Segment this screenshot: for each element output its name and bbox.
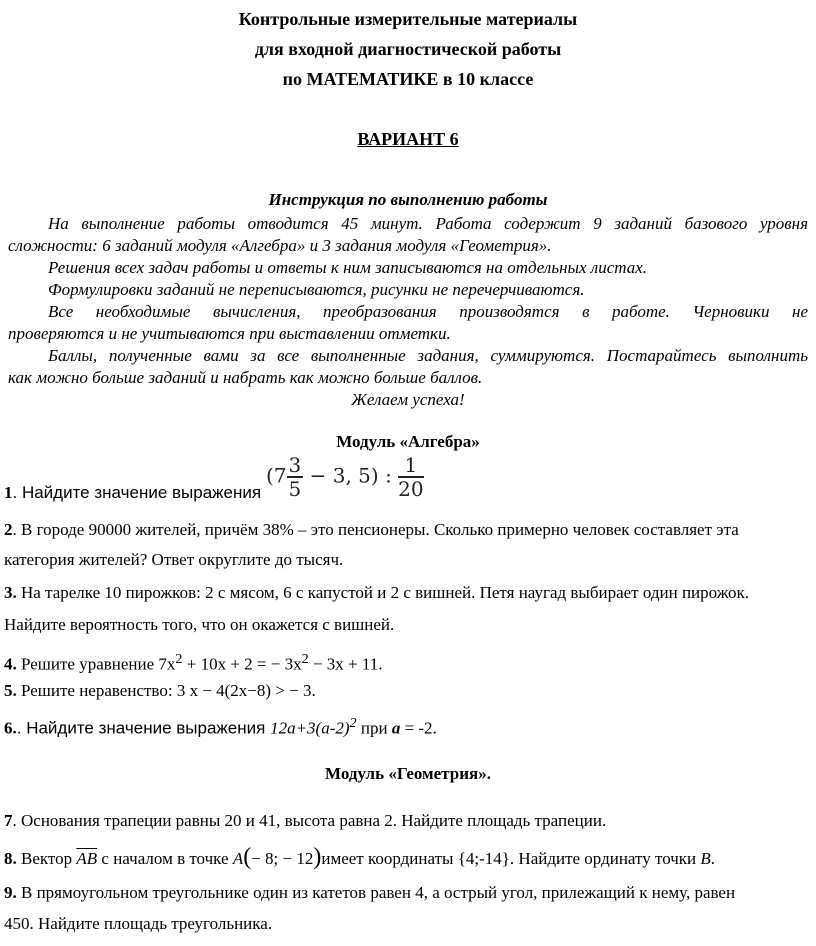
instruction-p4-line1: Все необходимые вычисления, преобразования производятся в работе. Черновики не bbox=[48, 302, 808, 321]
fraction-denominator: 5 bbox=[288, 477, 302, 501]
task-6-text: . Найдите значение выражения bbox=[16, 718, 271, 738]
formula-open: (7 bbox=[266, 463, 287, 488]
header-line-2: для входной диагностической работы bbox=[254, 39, 562, 59]
instruction-p1-line2: сложности: 6 заданий модуля «Алгебра» и 3 задания модуля «Геометрия». bbox=[8, 236, 552, 255]
task-5-text: Решите неравенство: bbox=[16, 681, 177, 700]
task-4-number: 4. bbox=[4, 654, 17, 674]
task-7-text: . Основания трапеции равны 20 и 41, высота равна 2. Найдите площадь трапеции. bbox=[12, 811, 607, 830]
task-3 bbox=[4, 582, 814, 604]
point-b: B bbox=[700, 849, 711, 868]
task-5 bbox=[4, 680, 814, 702]
instruction-p4-line2: проверяются и не учитываются при выставлении отметки. bbox=[8, 324, 451, 343]
point-a-coords: − 8; − 12 bbox=[251, 849, 314, 868]
module-algebra-title: Модуль «Алгебра» bbox=[336, 432, 480, 451]
task-4-sup-b: 2 bbox=[301, 651, 309, 667]
task-6-expression: 12a+3(a-2) bbox=[270, 718, 350, 738]
fraction-numerator: 3 bbox=[288, 453, 302, 477]
task-3-line2: Найдите вероятность того, что он окажется с вишней. bbox=[4, 615, 395, 634]
variant-title: ВАРИАНТ 6 bbox=[357, 129, 459, 149]
task-4-eq-a: 7x bbox=[158, 654, 176, 674]
task-1-formula bbox=[266, 454, 424, 510]
task-2-number: 2 bbox=[4, 520, 13, 539]
task-2-line2: категория жителей? Ответ округлите до тысяч. bbox=[4, 550, 344, 569]
task-8-number: 8. bbox=[4, 849, 17, 868]
close-paren: ) bbox=[313, 844, 322, 870]
task-3-line1: На тарелке 10 пирожков: 2 с мясом, 6 с капустой и 2 с вишней. Петя наугад выбирает один пирожок. bbox=[16, 583, 750, 602]
task-4-sup-a: 2 bbox=[175, 651, 183, 667]
task-6-tail: при bbox=[356, 718, 392, 738]
header-line-3: по МАТЕМАТИКЕ в 10 классе bbox=[282, 69, 534, 89]
task-6-var: a bbox=[391, 718, 401, 738]
instruction-p5-line1: Баллы, полученные вами за все выполненные задания, суммируются. Постарайтесь выполнить bbox=[48, 346, 808, 365]
instruction-title: Инструкция по выполнению работы bbox=[268, 190, 548, 209]
task-3-number: 3. bbox=[4, 583, 17, 602]
point-a: A bbox=[232, 849, 244, 868]
task-9-line1: В прямоугольном треугольнике один из катетов равен 4, а острый угол, прилежащий к нему, равен bbox=[16, 883, 736, 902]
task-4-text: Решите уравнение bbox=[16, 654, 159, 674]
task-7 bbox=[4, 810, 814, 832]
instruction-wish: Желаем успеха! bbox=[351, 390, 465, 409]
task-2 bbox=[4, 519, 814, 541]
module-geometry-title: Модуль «Геометрия». bbox=[325, 764, 491, 783]
task-8-text1: Вектор bbox=[16, 849, 77, 868]
task-8-text3: имеет координаты {4;-14}. Найдите ординату точки bbox=[321, 849, 701, 868]
task-6-sup: 2 bbox=[349, 715, 357, 731]
task-2-line1: . В городе 90000 жителей, причём 38% – это пенсионеры. Сколько примерно человек составляет эта bbox=[12, 520, 739, 539]
task-5-inequality: 3 x − 4(2x−8) > − 3. bbox=[176, 681, 316, 700]
formula-middle: − 3, 5) : bbox=[309, 463, 392, 488]
task-4 bbox=[4, 648, 814, 676]
task-7-number: 7 bbox=[4, 811, 13, 830]
task-8-text2: с началом в точке bbox=[97, 849, 233, 868]
task-8-dot: . bbox=[710, 849, 716, 868]
instruction-block bbox=[8, 213, 808, 411]
fraction-3-5 bbox=[287, 454, 304, 500]
instruction-p1-line1: На выполнение работы отводится 45 минут. Работа содержит 9 заданий базового уровня bbox=[48, 214, 808, 233]
fraction-numerator: 1 bbox=[398, 454, 423, 478]
task-1-text: . Найдите значение выражения bbox=[12, 483, 262, 502]
task-9-line2: 450. Найдите площадь треугольника. bbox=[4, 914, 273, 933]
task-8 bbox=[4, 846, 814, 870]
instruction-p2: Решения всех задач работы и ответы к ним записываются на отдельных листах. bbox=[48, 258, 648, 277]
open-paren: ( bbox=[243, 844, 252, 870]
task-6-number: 6. bbox=[4, 718, 17, 738]
fraction-1-20 bbox=[398, 454, 423, 500]
instruction-p5-line2: как можно больше заданий и набрать как можно больше баллов. bbox=[8, 368, 483, 387]
task-9 bbox=[4, 882, 814, 904]
header-line-1: Контрольные измерительные материалы bbox=[238, 9, 578, 29]
task-4-eq-c: − 3x + 11. bbox=[308, 654, 383, 674]
fraction-denominator: 20 bbox=[398, 477, 424, 501]
vector-ab: $\overline{AB}$ bbox=[76, 849, 98, 868]
task-5-number: 5. bbox=[4, 681, 17, 700]
task-6 bbox=[4, 712, 814, 740]
task-1-number: 1 bbox=[4, 483, 13, 502]
instruction-p3: Формулировки заданий не переписываются, рисунки не перечерчиваются. bbox=[48, 280, 585, 299]
task-4-eq-b: + 10x + 2 = − 3x bbox=[182, 654, 302, 674]
task-6-value: = -2. bbox=[400, 718, 437, 738]
task-9-number: 9. bbox=[4, 883, 17, 902]
